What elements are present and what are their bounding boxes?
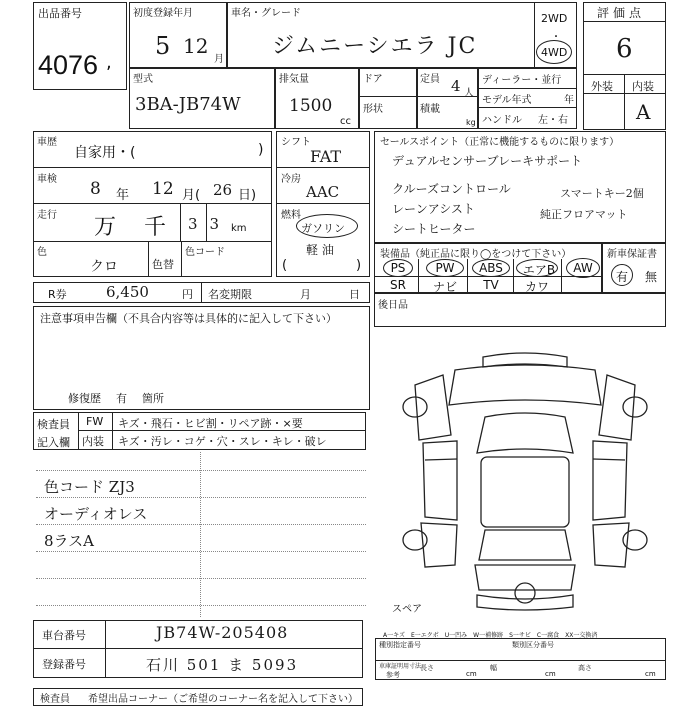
- registration-label: 登録番号: [42, 658, 86, 671]
- deadline-label: 名変期限: [208, 288, 252, 301]
- ref-label: 参考: [386, 671, 400, 679]
- sales-item-6: シートヒーター: [392, 222, 476, 236]
- footer-label: 検査員: [40, 694, 70, 705]
- equip-div4: [561, 259, 562, 293]
- inspector-label1: 検査員: [37, 418, 70, 431]
- equip-leather: カワ: [524, 280, 549, 294]
- model-year-label: モデル年式: [482, 95, 532, 106]
- remarks-grid-h2: [36, 497, 366, 498]
- drive-divider: [534, 2, 535, 68]
- history-label: 車歴: [37, 137, 57, 148]
- mileage-value: 33: [188, 215, 232, 233]
- cm-2: cm: [545, 670, 556, 678]
- sales-item-5: 純正フロアマット: [540, 208, 628, 221]
- lot-suffix: ,: [106, 52, 112, 73]
- right-door-line: [593, 459, 625, 460]
- remarks-grid-h5: [36, 578, 366, 579]
- designation-label: 種別指定番号: [379, 641, 421, 649]
- fuel-gas: ガソリン: [301, 222, 345, 235]
- equip-div3: [513, 259, 514, 293]
- fw-text: キズ・飛石・ヒビ割・リペア跡・×要: [118, 417, 303, 430]
- history-value: 自家用・(: [74, 145, 136, 161]
- reg-year: 5: [155, 32, 171, 60]
- chassis-value: JB74W-205408: [156, 623, 289, 642]
- remarks-grid-h4: [36, 551, 366, 552]
- shape-label: 形状: [363, 104, 383, 115]
- remarks-grid-h6: [36, 605, 366, 606]
- front-left-fender: [415, 375, 451, 440]
- hood: [449, 365, 601, 405]
- mileage-unit: km: [231, 223, 247, 234]
- warranty-yes-circle: [611, 264, 633, 286]
- name-label: 車名・グレード: [231, 8, 301, 19]
- history-close: ): [258, 142, 264, 158]
- load-label: 積載: [420, 104, 440, 115]
- recycle-value: 6,450: [106, 283, 149, 301]
- warranty-no: 無: [645, 270, 658, 284]
- mileage-label: 走行: [37, 210, 57, 221]
- drive-4wd-circle: [536, 40, 572, 64]
- handle-label: ハンドル: [482, 115, 522, 126]
- spare-label: スペア: [392, 604, 422, 615]
- equip-aw: AW: [573, 261, 593, 275]
- legend-text: A一キズ E一エクボ U一凹み W一補修跡 S一サビ C一腐食 XX一交換済: [383, 632, 598, 639]
- int-text: キズ・汚レ・コゲ・穴・スレ・キレ・破レ: [118, 435, 327, 448]
- fuel-paren-open: (: [282, 258, 288, 273]
- chassis-label: 車台番号: [42, 629, 86, 642]
- equip-ps: PS: [390, 261, 406, 275]
- shift-split: [276, 167, 370, 168]
- disp-value: 1500: [289, 96, 333, 116]
- handle-value: 左・右: [538, 115, 568, 126]
- shift-label: シフト: [281, 137, 311, 148]
- dealer-split2: [478, 107, 577, 108]
- shift-value: FAT: [310, 147, 342, 166]
- width-label: 幅: [490, 664, 497, 672]
- mileage-split: [33, 241, 272, 242]
- reg-month-unit: 月: [214, 54, 224, 65]
- height-label: 高さ: [578, 664, 592, 672]
- equip-airbag-circle: [516, 259, 558, 277]
- score-vsplit: [624, 74, 625, 130]
- inspection-month-unit: 月(: [182, 188, 201, 203]
- sales-item-2: クルーズコントロール: [392, 182, 511, 196]
- recycle-div: [201, 282, 202, 303]
- inspection-month: 12: [152, 179, 174, 199]
- inspection-day-unit: 日): [238, 188, 257, 203]
- left-door: [423, 441, 457, 520]
- color-div1: [148, 241, 149, 277]
- sales-label: セールスポイント（正常に機能するものに限ります）: [380, 137, 620, 148]
- model-label: 型式: [133, 74, 153, 85]
- repair-label: 修復歴: [68, 392, 101, 405]
- equip-pw-circle: [426, 259, 464, 277]
- drive-2wd: 2WD: [541, 12, 568, 25]
- equip-airbag: エアB: [522, 263, 556, 277]
- category-label: 類別区分番号: [512, 641, 554, 649]
- door-label: ドア: [363, 74, 383, 85]
- color-code-label: 色コード: [185, 247, 225, 258]
- door-split: [359, 96, 417, 97]
- front-left-wheel: [403, 397, 427, 417]
- int-value: A: [636, 100, 651, 124]
- warranty-label: 新車保証書: [607, 249, 657, 260]
- mileage-div1: [180, 203, 181, 241]
- footer-text: 希望出品コーナー（ご希望のコーナー名を記入して下さい）: [88, 694, 358, 705]
- equip-ps-circle: [383, 259, 413, 277]
- spare-tire: [515, 583, 535, 603]
- cooler-split: [276, 203, 370, 204]
- cm-3: cm: [645, 670, 656, 678]
- color-div2: [181, 241, 182, 277]
- chassis-div: [105, 620, 106, 678]
- inspector-label2: 記入欄: [37, 436, 70, 449]
- inspection-year-unit: 年: [116, 188, 130, 203]
- inspection-year: 8: [90, 179, 101, 199]
- later-box: [374, 293, 666, 327]
- name-value: ジムニーシエラ JC: [272, 34, 478, 59]
- fuel-gas-circle: [296, 214, 358, 238]
- left-door-line: [425, 459, 457, 460]
- fuel-label: 燃料: [281, 210, 301, 221]
- equip-pw: PW: [435, 261, 455, 275]
- rear-window: [479, 530, 571, 560]
- cap-split: [417, 96, 478, 97]
- cooler-value: AAC: [306, 183, 340, 201]
- cap-unit: 人: [464, 88, 474, 99]
- recycle-unit: 円: [182, 288, 193, 301]
- chassis-mid: [33, 648, 363, 649]
- score-underline: [583, 21, 666, 22]
- color-change-label: 色替: [152, 258, 174, 271]
- remark-2: オーディオレス: [44, 505, 148, 523]
- later-label: 後日品: [378, 300, 408, 311]
- remark-3: 8ラスA: [44, 532, 94, 550]
- inspection-label: 車検: [37, 174, 57, 185]
- deadline-day: 日: [349, 288, 360, 301]
- front-right-fender: [599, 375, 635, 440]
- drive-4wd: 4WD: [541, 46, 568, 59]
- length-label: 長さ: [420, 664, 434, 672]
- sales-item-3: スマートキー2個: [560, 187, 644, 200]
- score-label: 評価点: [597, 6, 646, 20]
- cm-1: cm: [466, 670, 477, 678]
- repair-value: 有: [116, 392, 127, 405]
- model-year-unit: 年: [564, 95, 574, 106]
- color-value: クロ: [90, 259, 118, 275]
- deadline-month: 月: [300, 288, 311, 301]
- rear-right-fender: [593, 523, 629, 567]
- inspection-split: [33, 203, 272, 204]
- fw-label: FW: [86, 415, 104, 428]
- color-label: 色: [37, 247, 47, 258]
- rear-left-fender: [421, 523, 457, 567]
- windshield: [477, 413, 573, 453]
- mileage-sen: 千: [144, 215, 167, 240]
- lot-number: 4076: [38, 50, 99, 80]
- equip-aw-circle: [566, 258, 600, 278]
- sales-item-4: レーンアシスト: [392, 202, 475, 216]
- sales-item-1: デュアルセンサーブレーキサポート: [392, 154, 583, 168]
- disp-unit: cc: [340, 116, 351, 127]
- inspection-day: 26: [213, 181, 233, 199]
- fuel-paren-close: ): [356, 258, 362, 273]
- model-value: 3BA-JB74W: [135, 94, 241, 115]
- cooler-label: 冷房: [281, 174, 301, 185]
- ext-int-line: [583, 93, 666, 94]
- drive-dot: ・: [551, 32, 561, 43]
- reg-label: 初度登録年月: [133, 8, 193, 19]
- front-right-wheel: [623, 397, 647, 417]
- equip-label: 装備品（純正品に限り◯をつけて下さい）: [380, 249, 572, 260]
- dealer-label: ディーラー・並行: [482, 75, 562, 86]
- tailgate: [475, 565, 575, 590]
- dims-label: 車庫証明用寸法: [379, 663, 422, 670]
- equip-navi: ナビ: [432, 280, 457, 294]
- remarks-grid-h1: [36, 470, 366, 471]
- ext-label: 外装: [591, 80, 613, 93]
- cap-label: 定員: [420, 74, 440, 85]
- equip-div1: [418, 259, 419, 293]
- equip-tv: TV: [483, 278, 499, 292]
- mileage-man: 万: [94, 215, 117, 240]
- remark-1: 色コード ZJ3: [44, 478, 135, 496]
- equip-div2: [467, 259, 468, 293]
- registration-value: 石川 501 ま 5093: [146, 656, 299, 674]
- remarks-grid-h3: [36, 524, 366, 525]
- recycle-label: R券: [48, 288, 67, 301]
- disp-label: 排気量: [279, 74, 309, 85]
- right-door: [593, 441, 627, 520]
- roof: [481, 457, 569, 527]
- vehicle-diagram: [395, 345, 655, 625]
- int-label: 内装: [632, 80, 654, 93]
- dealer-split1: [478, 88, 577, 89]
- notes-label: 注意事項申告欄（不具合内容等は具体的に記入して下さい）: [40, 312, 337, 325]
- int-label-2: 内装: [82, 435, 104, 448]
- repair-place: 箇所: [142, 392, 164, 405]
- history-split: [33, 167, 272, 168]
- equip-abs-circle: [472, 259, 510, 277]
- equip-sr: SR: [390, 278, 406, 292]
- score-value: 6: [616, 34, 633, 64]
- warranty-yes: 有: [616, 270, 629, 284]
- remarks-grid-v1: [200, 452, 201, 617]
- reg-month: 12: [183, 34, 209, 58]
- lot-label: 出品番号: [38, 7, 82, 20]
- inspector-div2: [112, 412, 113, 450]
- equip-abs: ABS: [479, 261, 503, 275]
- cap-value: 4: [451, 77, 461, 95]
- inspector-div1: [78, 412, 79, 450]
- load-unit: kg: [466, 118, 476, 127]
- fuel-diesel: 軽 油: [306, 243, 334, 257]
